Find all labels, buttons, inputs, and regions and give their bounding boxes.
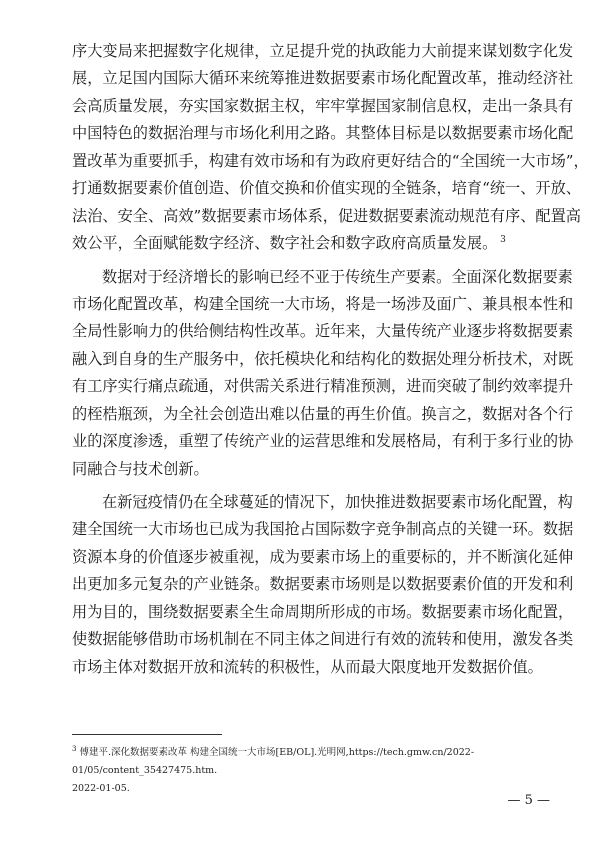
paragraph-3-line: 市场主体对数据开放和流转的积极性，从而最大限度地开发数据价值。	[72, 657, 543, 676]
paragraph-2-line: 的桎梏瓶颈，为全社会创造出难以估量的再生价值。换言之，数据对各个行	[72, 404, 574, 423]
paragraph-1-line: 置改革为重要抓手，构建有效市场和有为政府更好结合的“全国统一大市场”，	[72, 151, 589, 170]
paragraph-1-line: 序大变局来把握数字化规律，立足提升党的执政能力大前提来谋划数字化发	[72, 42, 574, 60]
paragraph-2-line: 业的深度渗透，重塑了传统产业的运营思维和发展格局，有利于多行业的协	[72, 432, 574, 451]
paragraph-2-line: 市场化配置改革，构建全国统一大市场，将是一场涉及面广、兼具根本性和	[72, 294, 574, 313]
paragraph-1-line: 法治、安全、高效”数据要素市场体系，促进数据要素流动规范有序、配置高	[72, 206, 581, 225]
paragraph-2-line: 全局性影响力的供给侧结构性改革。近年来，大量传统产业逐步将数据要素	[72, 322, 574, 341]
paragraph-3-line: 出更加多元复杂的产业链条。数据要素市场则是以数据要素价值的开发和利	[72, 575, 574, 594]
paragraph-2-line: 融入到自身的生产服务中，依托模块化和结构化的数据处理分析技术，对既	[72, 349, 574, 368]
paragraph-2-line: 同融合与技术创新。	[72, 459, 209, 478]
footnote	[72, 740, 542, 798]
paragraph-1-line: 中国特色的数据治理与市场化利用之路。其整体目标是以数据要素市场化配	[72, 124, 574, 143]
paragraph-3-line: 在新冠疫情仍在全球蔓延的情况下，加快推进数据要素市场化配置，构	[102, 493, 573, 511]
paragraph-2-line: 数据对于经济增长的影响已经不亚于传统生产要素。全面深化数据要素	[102, 267, 573, 286]
footnote-number: 3	[72, 745, 77, 753]
paragraph-3-line: 使数据能够借助市场机制在不同主体之间进行有效的流转和使用，激发各类	[72, 630, 574, 649]
footnote-line-1	[72, 740, 542, 780]
paragraph-1-line: 展，立足国内国际大循环来统筹推进数据要素市场化配置改革，推动经济社	[72, 69, 574, 88]
body-text	[72, 38, 589, 681]
paragraph-1-line: 会高质量发展，夯实国家数据主权，牢牢掌握国家制信息权，走出一条具有	[72, 96, 574, 115]
page-number: — 5 —	[507, 793, 550, 808]
footnote-line-2: 2022-01-05.	[72, 783, 130, 795]
paragraph-1-line: 打通数据要素价值创造、价值交换和价值实现的全链条，培育“统一、开放、	[72, 179, 581, 198]
paragraph-3-line: 资源本身的价值逐步被重视，成为要素市场上的重要标的，并不断演化延伸	[72, 547, 574, 566]
footnote-divider	[72, 734, 222, 735]
footnote-citation: 傅建平.深化数据要素改革 构建全国统一大市场[EB/OL].光明网,https://tech.gmw.cn/2022-01/05/content_35427475.htm.	[72, 747, 475, 777]
paragraph-1-line: 效公平，全面赋能数字经济、数字社会和数字政府高质量发展。 $^3$	[72, 234, 506, 253]
paragraph-2-line: 有工序实行痛点疏通，对供需关系进行精准预测，进而突破了制约效率提升	[72, 377, 574, 396]
footnote-reference: 3	[497, 235, 506, 245]
paragraph-3-line: 建全国统一大市场也已成为我国抢占国际数字竞争制高点的关键一环。数据	[72, 520, 574, 539]
paragraph-3-line: 用为目的，围绕数据要素全生命周期所形成的市场。数据要素市场化配置，	[72, 602, 574, 621]
